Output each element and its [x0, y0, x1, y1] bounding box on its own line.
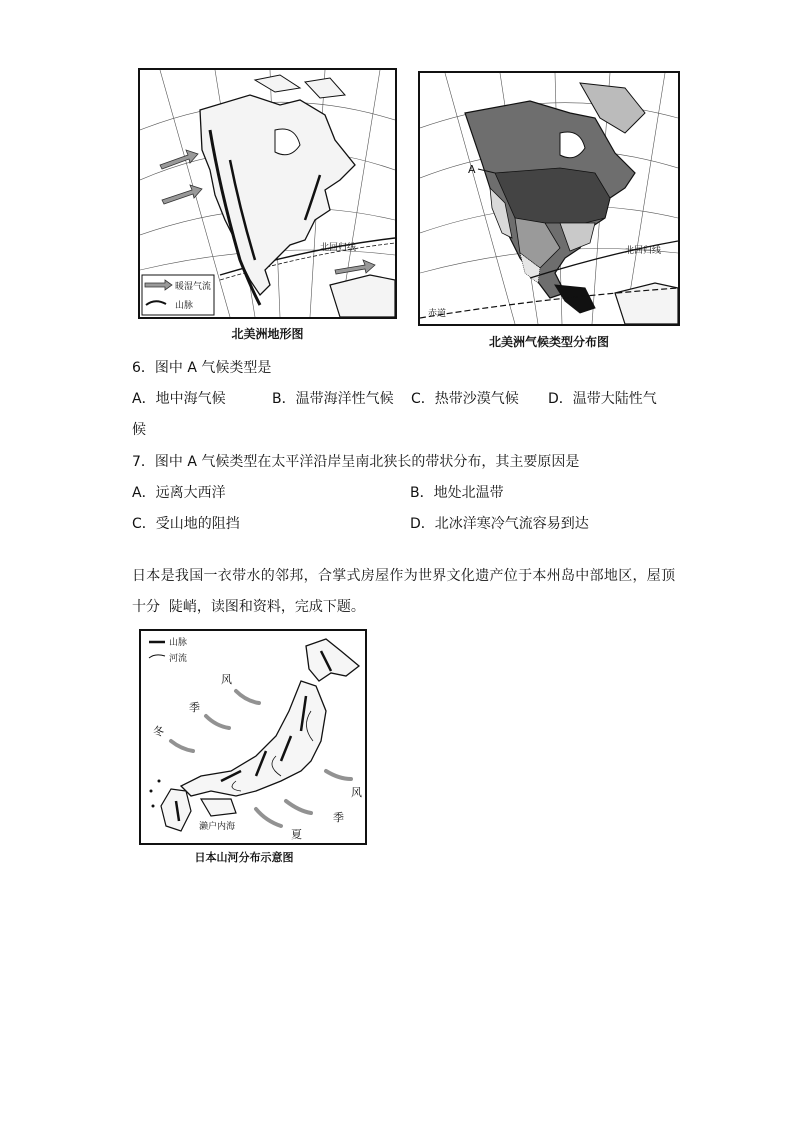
question-7-option-c: C．受山地的阻挡	[132, 516, 240, 532]
question-6-option-d: D．温带大陆性气	[548, 391, 657, 407]
japan-map-caption: 日本山河分布示意图	[194, 851, 294, 864]
na-climate-equator-label: 赤道	[428, 309, 447, 319]
seto-inland-sea-label: 濑户内海	[199, 822, 236, 832]
na-climate-caption: 北美洲气候类型分布图	[488, 335, 609, 349]
legend-mountain-label: 山脉	[175, 301, 194, 311]
question-6-option-a: A．地中海气候	[132, 391, 226, 407]
na-climate-map	[418, 71, 680, 326]
winter-wind-char-2: 季	[189, 701, 200, 714]
na-climate-map-drawing	[420, 73, 678, 324]
na-terrain-map-drawing	[140, 70, 395, 317]
legend-warm-flow-label: 暖湿气流	[175, 282, 212, 292]
japan-map-drawing	[141, 631, 365, 843]
passage-line-1: 日本是我国一衣带水的邻邦，合掌式房屋作为世界文化遗产位于本州岛中部地区，屋顶	[132, 568, 676, 584]
winter-wind-char-3: 风	[221, 673, 232, 686]
question-6-option-c: C．热带沙漠气候	[411, 391, 519, 407]
japan-legend-river-label: 河流	[169, 654, 188, 664]
question-7-option-b: B．地处北温带	[410, 485, 504, 501]
question-7-option-d: D．北冰洋寒冷气流容易到达	[410, 516, 589, 532]
question-6-option-d-wrap: 候	[132, 422, 146, 438]
japan-legend-mountain-label: 山脉	[169, 638, 188, 648]
na-terrain-caption: 北美洲地形图	[231, 327, 304, 341]
summer-wind-char-1: 夏	[291, 828, 302, 841]
passage-line-2: 十分 陡峭，读图和资料，完成下题。	[132, 599, 365, 615]
question-7-stem: 7．图中 A 气候类型在太平洋沿岸呈南北狭长的带状分布，其主要原因是	[132, 454, 580, 470]
climate-marker-a: A	[468, 163, 476, 176]
winter-wind-char-1: 冬	[153, 725, 164, 738]
japan-map	[139, 629, 367, 845]
summer-wind-char-3: 风	[351, 786, 362, 799]
question-6-option-b: B．温带海洋性气候	[272, 391, 394, 407]
na-climate-tropic-label: 北回归线	[625, 246, 662, 256]
summer-wind-char-2: 季	[333, 811, 344, 824]
na-terrain-tropic-label: 北回归线	[320, 243, 357, 253]
question-7-option-a: A．远离大西洋	[132, 485, 226, 501]
na-terrain-map	[138, 68, 397, 319]
question-6-stem: 6．图中 A 气候类型是	[132, 360, 272, 376]
